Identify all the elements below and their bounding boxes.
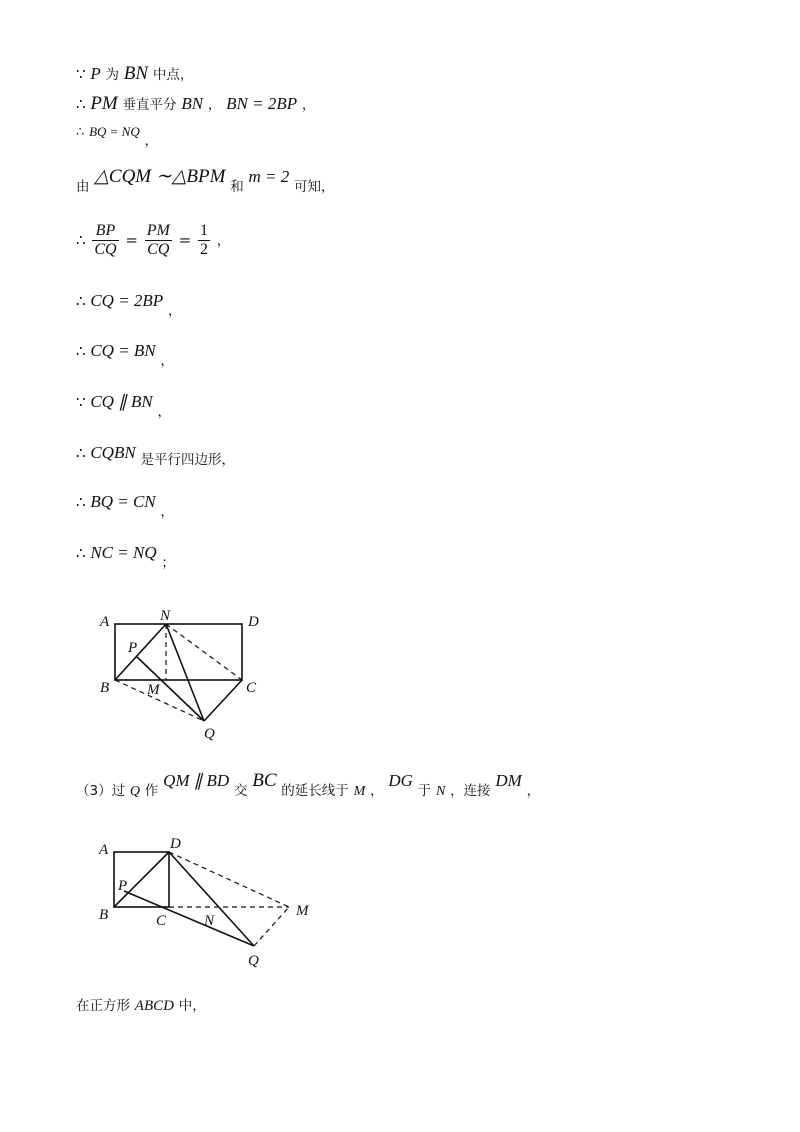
fraction-one-half [198, 222, 210, 260]
equals-sign: = [125, 230, 138, 249]
equation-m-2: m = 2 [248, 167, 290, 186]
geometry-figure-1 [90, 600, 290, 750]
numerator: PM [145, 222, 172, 241]
label-d: D [170, 836, 181, 852]
segment-bn [115, 624, 166, 680]
text-yu: 于 [417, 783, 432, 799]
segment-dq [169, 852, 254, 946]
comma: ， [526, 783, 541, 799]
denominator: CQ [147, 241, 170, 259]
label-a: A [100, 614, 110, 630]
therefore-symbol: ∴ [76, 292, 86, 310]
proof-line-6 [76, 291, 182, 319]
math-m: M [353, 784, 366, 799]
separator: ， [207, 97, 222, 113]
denominator: CQ [94, 241, 117, 259]
label-q: Q [204, 726, 215, 742]
math-n: N [435, 784, 446, 799]
comma: ， [167, 303, 182, 319]
text-in-square: 在正方形 [76, 998, 130, 1014]
comma: ， [160, 504, 174, 520]
text-perp-bisector: 垂直平分 [122, 97, 177, 113]
proof-line-11 [76, 543, 175, 571]
proof-line-5 [76, 222, 230, 260]
proof-line-2 [76, 94, 315, 113]
therefore-symbol: ∴ [76, 342, 86, 360]
parallel-qm-bd: QM ∥ BD [163, 771, 230, 790]
therefore-symbol: ∴ [76, 493, 86, 511]
text-midpoint: 中点， [152, 67, 194, 83]
label-n: N [204, 913, 215, 929]
math-dg: DG [388, 771, 413, 790]
text-kezhi: 可知， [294, 179, 335, 195]
segment-nq [166, 624, 204, 721]
math-dm: DM [495, 771, 522, 790]
therefore-symbol: ∴ [76, 544, 86, 562]
because-symbol: ∵ [76, 65, 86, 83]
equation-bn-2bp: BN = 2BP [226, 94, 298, 113]
math-pm: PM [90, 93, 118, 114]
dashed-dm [169, 852, 289, 907]
numerator: 1 [198, 222, 210, 241]
fraction-pm-cq [145, 222, 172, 260]
label-p: P [118, 878, 128, 894]
comma: ， [370, 783, 384, 799]
similar-triangles: △CQM ∼△BPM [94, 166, 226, 187]
therefore-symbol: ∴ [76, 230, 86, 249]
therefore-symbol: ∴ [76, 125, 85, 140]
fraction-bp-cq [92, 222, 118, 260]
label-b: B [99, 907, 109, 923]
proof-line-1 [76, 64, 193, 83]
label-c: C [246, 680, 257, 696]
proof-line-8 [76, 392, 171, 420]
equation-cq-bn: CQ = BN [90, 341, 156, 360]
math-bn: BN [123, 63, 149, 84]
equals-sign: = [178, 230, 192, 249]
text-zuo: 作 [144, 783, 159, 799]
text-extension: 的延长线于 [281, 783, 349, 799]
semicolon: ； [161, 555, 175, 571]
text-parallelogram: 是平行四边形， [140, 452, 235, 468]
equation-bq-nq: BQ = NQ [89, 124, 140, 139]
label-p: P [128, 640, 138, 656]
therefore-symbol: ∴ [76, 444, 86, 462]
segment-pq [124, 891, 254, 946]
geometry-figure-2 [90, 828, 330, 976]
math-abcd: ABCD [134, 998, 174, 1014]
therefore-symbol: ∴ [76, 95, 86, 113]
comma: ， [144, 133, 159, 149]
comma: ， [301, 97, 316, 113]
text-jiao: 交 [233, 783, 248, 799]
label-n: N [160, 608, 171, 624]
text-he: 和 [230, 179, 244, 195]
equation-cq-2bp: CQ = 2BP [90, 291, 164, 310]
comma: ， [216, 232, 231, 249]
comma: ， [157, 404, 171, 420]
text-connect: ，连接 [450, 783, 491, 799]
text-part-3: （3）过 [76, 783, 126, 799]
equation-bq-cn: BQ = CN [90, 492, 156, 511]
comma: ， [160, 353, 174, 369]
proof-line-10 [76, 492, 174, 520]
dashed-qm [254, 907, 289, 946]
proof-line-13 [76, 998, 206, 1014]
segment-cq [204, 680, 242, 721]
proof-line-12 [76, 770, 541, 799]
proof-line-4 [76, 166, 335, 195]
parallel-cq-bn: CQ ∥ BN [90, 392, 153, 411]
proof-line-7 [76, 341, 174, 369]
math-q: Q [129, 784, 140, 799]
equation-nc-nq: NC = NQ [90, 543, 157, 562]
text-zhong: 中， [178, 998, 206, 1014]
label-q: Q [248, 953, 259, 969]
text-you: 由 [76, 179, 90, 195]
math-p: P [90, 64, 101, 83]
text-wei: 为 [105, 67, 119, 83]
math-bn: BN [181, 94, 204, 113]
proof-line-3 [76, 124, 159, 149]
because-symbol: ∵ [76, 393, 86, 411]
math-bc: BC [252, 770, 277, 791]
label-a: A [99, 842, 109, 858]
denominator: 2 [199, 241, 208, 259]
label-m: M [147, 682, 160, 698]
proof-line-9 [76, 443, 235, 468]
math-cqbn: CQBN [90, 443, 136, 462]
label-d: D [248, 614, 259, 630]
label-b: B [100, 680, 110, 696]
label-m: M [296, 903, 309, 919]
numerator: BP [92, 222, 118, 241]
label-c: C [156, 913, 167, 929]
